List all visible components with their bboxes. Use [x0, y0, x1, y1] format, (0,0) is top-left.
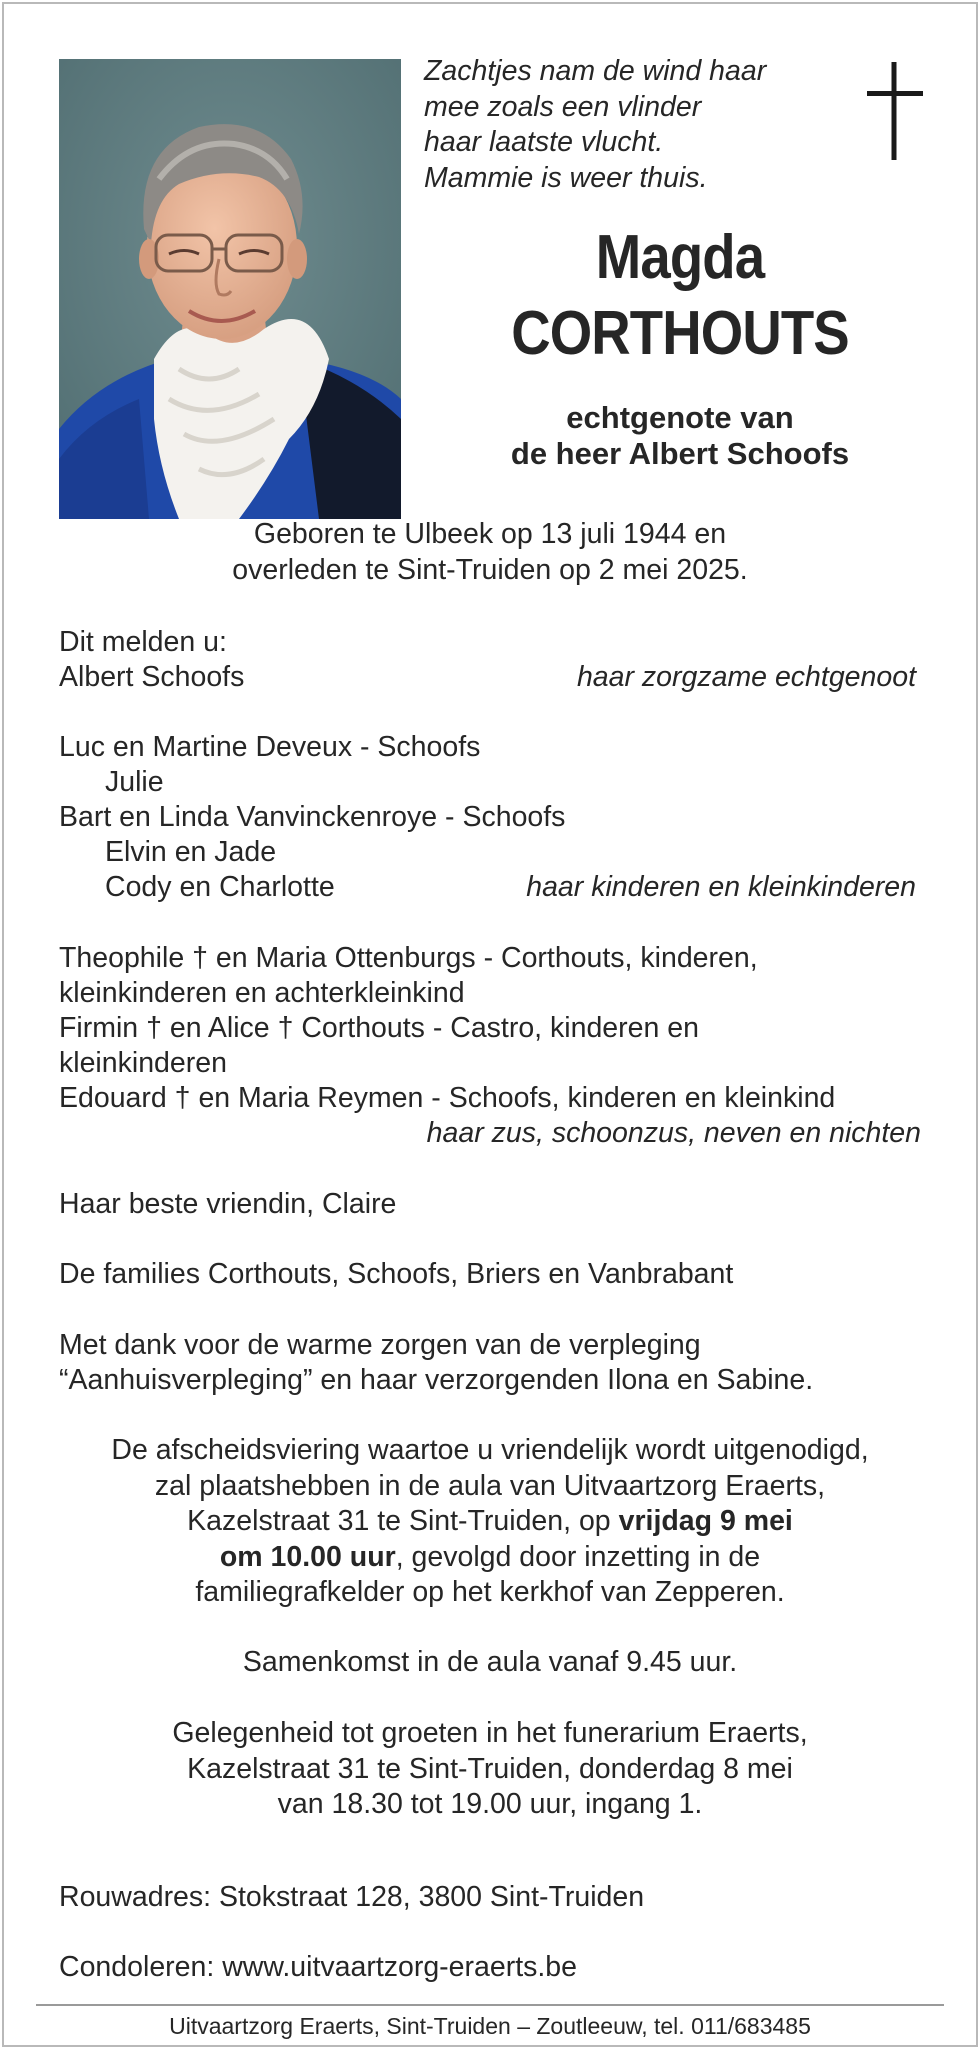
funeral-home-footer: Uitvaartzorg Eraerts, Sint-Truiden – Zoutleeuw, tel. 011/683485: [169, 2013, 811, 2039]
siblings-role: haar zus, schoonzus, neven en nichten: [426, 1117, 921, 1149]
mourning-address: Rouwadres: Stokstraat 128, 3800 Sint-Truiden: [59, 1881, 645, 1913]
child-family: Luc en Martine Deveux - Schoofs: [59, 731, 481, 763]
families: De families Corthouts, Schoofs, Briers en Vanbrabant: [59, 1258, 734, 1290]
sibling-family: kleinkinderen: [59, 1047, 227, 1079]
children-role: haar kinderen en kleinkinderen: [526, 871, 916, 903]
spouse-line: echtgenote van: [566, 400, 794, 435]
poem-line: mee zoals een vlinder: [424, 90, 702, 123]
cross-icon: [867, 62, 923, 160]
thanks-line: Met dank voor de warme zorgen van de verpleging: [59, 1329, 701, 1361]
deceased-last-name: CORTHOUTS: [511, 299, 849, 368]
grandchild: Julie: [105, 766, 164, 798]
ceremony-text: Kazelstraat 31 te Sint-Truiden, op: [187, 1505, 619, 1537]
ceremony-line: De afscheidsviering waartoe u vriendelijk wordt uitgenodigd,: [111, 1434, 869, 1466]
sibling-family: Edouard † en Maria Reymen - Schoofs, kinderen en kleinkind: [59, 1082, 836, 1114]
poem: [424, 54, 766, 196]
gathering-info: [40, 1645, 940, 1681]
deceased-first-name: Magda: [595, 223, 765, 292]
visitation-line: Kazelstraat 31 te Sint-Truiden, donderdag 8 mei: [187, 1752, 793, 1785]
sibling-family: kleinkinderen en achterkleinkind: [59, 977, 465, 1009]
ceremony-date: vrijdag 9 mei: [618, 1505, 793, 1537]
visitation-info: [40, 1716, 940, 1823]
ceremony-line: [40, 1540, 940, 1576]
spouse-reference: [440, 400, 920, 472]
child-family: Bart en Linda Vanvinckenroye - Schoofs: [59, 801, 566, 833]
ceremony-text: , gevolgd door inzetting in de: [395, 1540, 761, 1573]
spouse-role: haar zorgzame echtgenoot: [576, 661, 916, 693]
ceremony-info: [40, 1433, 940, 1611]
best-friend: Haar beste vriendin, Claire: [59, 1188, 397, 1220]
ceremony-time: om 10.00 uur: [219, 1540, 396, 1573]
poem-line: Mammie is weer thuis.: [424, 161, 708, 194]
sibling-family: Firmin † en Alice † Corthouts - Castro, kinderen en: [59, 1012, 699, 1044]
gathering-line: Samenkomst in de aula vanaf 9.45 uur.: [242, 1646, 738, 1678]
grandchild: Elvin en Jade: [105, 836, 277, 868]
condolence-website: Condoleren: www.uitvaartzorg-eraerts.be: [59, 1951, 577, 1983]
poem-line: haar laatste vlucht.: [424, 126, 664, 158]
birth-line: Geboren te Ulbeek op 13 juli 1944 en: [253, 518, 727, 550]
footer-divider: [36, 2004, 944, 2006]
ceremony-line: [40, 1504, 940, 1540]
portrait-illustration: [59, 59, 401, 519]
spouse-name: Albert Schoofs: [59, 661, 245, 693]
death-line: overleden te Sint-Truiden op 2 mei 2025.: [232, 553, 748, 586]
spouse-line: de heer Albert Schoofs: [510, 436, 850, 471]
poem-line: Zachtjes nam de wind haar: [424, 55, 767, 87]
grandchild: Cody en Charlotte: [105, 871, 335, 903]
sibling-family: Theophile † en Maria Ottenburgs - Corthouts, kinderen,: [59, 942, 758, 974]
ceremony-line: zal plaatshebben in de aula van Uitvaartzorg Eraerts,: [154, 1469, 826, 1502]
portrait-photo: [59, 59, 401, 519]
birth-death-info: [40, 517, 940, 588]
ceremony-line: familiegrafkelder op het kerkhof van Zepperen.: [195, 1576, 785, 1608]
thanks-line: “Aanhuisverpleging” en haar verzorgenden Ilona en Sabine.: [59, 1364, 814, 1396]
announcers-intro: Dit melden u:: [59, 626, 227, 658]
visitation-line: van 18.30 tot 19.00 uur, ingang 1.: [277, 1788, 703, 1820]
visitation-line: Gelegenheid tot groeten in het funerarium Eraerts,: [172, 1717, 808, 1749]
